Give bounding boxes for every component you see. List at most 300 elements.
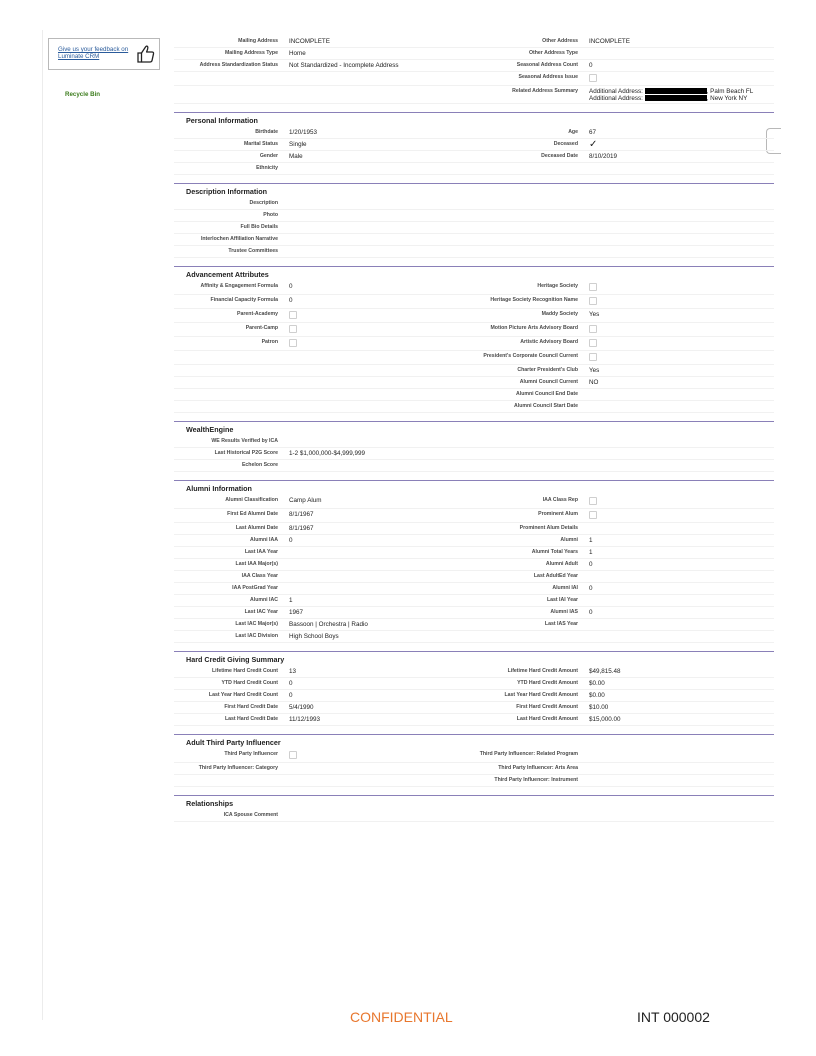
field-row — [174, 666, 774, 678]
field-cell — [174, 72, 474, 85]
feedback-box[interactable] — [48, 38, 160, 70]
field-row — [174, 365, 774, 377]
field-cell — [174, 678, 474, 689]
field-row — [174, 535, 774, 547]
field-value — [578, 619, 774, 622]
field-cell — [174, 559, 474, 570]
field-value — [278, 559, 474, 562]
field-label: Heritage Society Recognition Name — [490, 297, 578, 304]
bates-number: INT 000002 — [637, 1009, 710, 1025]
field-value: Camp Alum — [289, 497, 322, 504]
field-checkbox — [578, 509, 774, 522]
field-cell — [474, 678, 774, 689]
field-label: Last IAA Year — [244, 549, 278, 556]
field-cell — [174, 323, 474, 336]
field-row — [174, 571, 774, 583]
field-label: Address Standardization Status — [199, 62, 278, 69]
field-row — [174, 460, 774, 472]
field-value: 8/10/2019 — [589, 153, 618, 160]
field-label: Alumni Total Years — [531, 549, 578, 556]
field-label: Description — [249, 200, 278, 207]
field-row — [174, 210, 774, 222]
field-row — [174, 749, 774, 763]
checkbox-icon — [289, 325, 297, 333]
field-row — [174, 351, 774, 365]
field-cell — [174, 198, 774, 209]
field-value: 0 — [289, 537, 293, 544]
field-cell — [474, 163, 774, 174]
checkbox-icon — [589, 511, 597, 519]
field-value: 1967 — [289, 609, 304, 616]
field-cell — [174, 595, 474, 606]
field-cell — [174, 151, 474, 162]
field-row — [174, 583, 774, 595]
field-value: 0 — [289, 680, 293, 687]
checkbox-icon — [289, 311, 297, 319]
left-divider — [42, 30, 43, 1020]
field-cell — [474, 619, 774, 630]
field-label: Third Party Influencer — [224, 751, 278, 758]
checkbox-icon — [589, 74, 597, 82]
field-label: Echelon Score — [241, 462, 278, 469]
field-label: Parent-Camp — [245, 325, 278, 332]
field-cell — [174, 163, 474, 174]
field-cell — [174, 309, 474, 322]
field-value: $15,000.00 — [589, 716, 621, 723]
thumbs-up-icon — [136, 44, 156, 64]
field-value — [578, 571, 774, 574]
field-cell — [474, 36, 774, 47]
field-label: First Hard Credit Amount — [516, 704, 578, 711]
field-cell — [174, 495, 474, 508]
field-value: 8/1/1967 — [289, 511, 314, 518]
relationships-section — [174, 795, 774, 822]
field-row — [174, 448, 774, 460]
field-label: Prominent Alum Details — [519, 525, 578, 532]
field-label: Prominent Alum — [538, 511, 578, 518]
field-value: Not Standardized - Incomplete Address — [289, 62, 399, 69]
checkbox-icon — [289, 751, 297, 759]
checkbox-icon — [589, 325, 597, 333]
field-cell — [174, 607, 474, 618]
field-label: Last Alumni Date — [235, 525, 278, 532]
field-row — [174, 401, 774, 413]
field-value: 0 — [289, 692, 293, 699]
field-cell — [174, 351, 474, 364]
field-cell — [474, 535, 774, 546]
field-label: First Ed Alumni Date — [227, 511, 278, 518]
field-row — [174, 389, 774, 401]
field-label: Alumni IAA — [250, 537, 278, 544]
personal-section — [174, 112, 774, 175]
field-cell — [474, 389, 774, 400]
field-value — [278, 210, 774, 213]
field-label: Last Hard Credit Date — [224, 716, 278, 723]
field-label: Alumni Council End Date — [516, 391, 578, 398]
field-value: NO — [589, 379, 599, 386]
field-label: Maddy Society — [541, 311, 578, 318]
field-value: 1 — [589, 537, 593, 544]
field-label: First Hard Credit Date — [224, 704, 278, 711]
field-value: 67 — [589, 129, 597, 136]
field-value: 0 — [289, 297, 293, 304]
field-value — [578, 389, 774, 392]
field-label: Gender — [259, 153, 278, 160]
field-label: Patron — [261, 339, 278, 346]
field-checkbox — [278, 309, 474, 322]
field-cell — [174, 509, 474, 522]
field-checkbox — [578, 323, 774, 336]
field-label: Last IAA Major(s) — [235, 561, 278, 568]
field-row — [174, 619, 774, 631]
recycle-bin-link[interactable]: Recycle Bin — [65, 91, 101, 98]
field-label: Alumni IAC — [250, 597, 278, 604]
field-value — [278, 571, 474, 574]
section-title: WealthEngine — [186, 425, 234, 434]
field-row — [174, 377, 774, 389]
field-checkbox — [578, 495, 774, 508]
field-value — [578, 749, 774, 752]
field-cell — [474, 714, 774, 725]
field-cell — [474, 666, 774, 677]
field-cell — [474, 72, 774, 85]
field-cell — [474, 509, 774, 522]
field-value: 0 — [589, 561, 593, 568]
field-label: Artistic Advisory Board — [520, 339, 578, 346]
field-label: Deceased — [553, 141, 578, 148]
field-value: Yes — [589, 311, 600, 318]
section-title: Relationships — [186, 799, 234, 808]
field-cell — [174, 690, 474, 701]
feedback-link[interactable]: Give us your feedback on Luminate CRM — [58, 46, 129, 60]
field-label: Third Party Influencer: Arts Area — [498, 765, 578, 772]
field-row — [174, 495, 774, 509]
field-cell — [174, 60, 474, 71]
field-value: 1-2 $1,000,000-$4,999,999 — [289, 450, 365, 457]
field-row — [174, 234, 774, 246]
field-cell — [474, 690, 774, 701]
field-label: Seasonal Address Issue — [518, 74, 578, 81]
field-row — [174, 810, 774, 822]
field-cell — [174, 36, 474, 47]
field-cell — [174, 48, 474, 59]
field-cell — [474, 309, 774, 322]
field-row — [174, 678, 774, 690]
field-cell — [474, 401, 774, 412]
field-label: Alumni Council Current — [519, 379, 578, 386]
field-label: Last AdultEd Year — [533, 573, 578, 580]
field-label: Alumni Adult — [545, 561, 578, 568]
field-cell — [474, 295, 774, 308]
field-cell — [174, 246, 774, 257]
field-value — [278, 163, 474, 166]
field-cell — [474, 749, 774, 762]
field-cell — [474, 559, 774, 570]
field-value: Home — [289, 50, 306, 57]
field-cell — [174, 377, 474, 388]
field-cell — [474, 365, 774, 376]
field-cell — [474, 547, 774, 558]
field-row — [174, 281, 774, 295]
field-value: 5/4/1990 — [289, 704, 314, 711]
field-value — [578, 48, 774, 51]
field-cell — [474, 127, 774, 138]
field-value: 8/1/1967 — [289, 525, 314, 532]
field-cell — [174, 210, 774, 221]
field-value — [278, 460, 774, 463]
field-row — [174, 163, 774, 175]
field-row — [174, 309, 774, 323]
field-value: 11/12/1993 — [289, 716, 321, 723]
wealthengine-section — [174, 421, 774, 472]
field-checkbox — [278, 323, 474, 336]
field-value: 0 — [589, 62, 593, 69]
field-cell — [174, 436, 774, 447]
section-title: Advancement Attributes — [186, 270, 269, 279]
field-cell — [174, 448, 774, 459]
field-cell — [474, 523, 774, 534]
field-label: Age — [568, 129, 578, 136]
field-value — [278, 547, 474, 550]
field-value: 0 — [589, 585, 593, 592]
field-row — [174, 714, 774, 726]
field-label: Financial Capacity Formula — [210, 297, 278, 304]
field-label: Heritage Society — [537, 283, 578, 290]
field-label: Alumni IAI — [552, 585, 578, 592]
field-cell — [474, 60, 774, 71]
field-cell — [474, 631, 774, 642]
field-label: Last IAC Year — [244, 609, 278, 616]
field-value: ✓ — [589, 139, 598, 150]
field-label: IAA PostGrad Year — [232, 585, 278, 592]
related-address-row — [174, 86, 774, 104]
field-cell — [474, 607, 774, 618]
field-cell — [174, 234, 774, 245]
influencer-section — [174, 734, 774, 787]
field-label: IAA Class Year — [241, 573, 278, 580]
checkbox-icon — [589, 497, 597, 505]
field-row — [174, 763, 774, 775]
field-cell — [174, 714, 474, 725]
field-value — [278, 246, 774, 249]
redaction-box — [645, 95, 707, 101]
field-value: Yes — [589, 367, 600, 374]
field-row — [174, 775, 774, 787]
field-value — [278, 436, 774, 439]
field-row — [174, 509, 774, 523]
field-value — [578, 523, 774, 526]
field-label: Parent-Academy — [237, 311, 278, 318]
field-label: Ethnicity — [256, 165, 278, 172]
field-cell — [174, 523, 474, 534]
field-row — [174, 337, 774, 351]
field-cell — [474, 377, 774, 388]
field-value: 13 — [289, 668, 297, 675]
field-label: Lifetime Hard Credit Count — [212, 668, 278, 675]
field-value: Bassoon | Orchestra | Radio — [289, 621, 368, 628]
checkbox-icon — [589, 339, 597, 347]
field-label: ICA Spouse Comment — [223, 812, 278, 819]
field-checkbox — [278, 749, 474, 762]
section-title: Hard Credit Giving Summary — [186, 655, 285, 664]
field-label: Last IAS Year — [544, 621, 578, 628]
field-label: Deceased Date — [541, 153, 578, 160]
field-value: $49,815.48 — [589, 668, 621, 675]
field-cell — [174, 763, 474, 774]
field-value: $0.00 — [589, 680, 605, 687]
field-cell — [174, 337, 474, 350]
address-section — [174, 36, 774, 104]
field-cell — [174, 775, 474, 786]
field-label: YTD Hard Credit Amount — [517, 680, 578, 687]
field-label: Alumni — [560, 537, 578, 544]
field-row — [174, 436, 774, 448]
field-label: Alumni Classification — [225, 497, 278, 504]
field-label: YTD Hard Credit Count — [221, 680, 278, 687]
field-row — [174, 48, 774, 60]
field-value — [578, 775, 774, 778]
field-value — [278, 810, 774, 813]
field-value — [278, 763, 474, 766]
field-label: Photo — [263, 212, 278, 219]
related-address-summary: Additional Address: , Palm Beach FL Additional Address: , New York NY — [589, 88, 754, 102]
checkbox-icon — [589, 297, 597, 305]
section-title: Alumni Information — [186, 484, 252, 493]
field-label: Mailing Address Type — [224, 50, 278, 57]
field-label: Third Party Influencer: Category — [198, 765, 278, 772]
field-checkbox — [578, 351, 774, 364]
field-label: Mailing Address — [238, 38, 278, 45]
field-cell — [174, 631, 474, 642]
section-title: Adult Third Party Influencer — [186, 738, 281, 747]
field-value: 1/20/1953 — [289, 129, 318, 136]
field-value — [578, 595, 774, 598]
field-value — [578, 763, 774, 766]
field-cell — [174, 547, 474, 558]
field-label: Other Address Type — [528, 50, 578, 57]
confidential-label: CONFIDENTIAL — [350, 1009, 453, 1025]
field-label: IAA Class Rep — [542, 497, 578, 504]
field-row — [174, 595, 774, 607]
field-row — [174, 60, 774, 72]
advancement-section — [174, 266, 774, 413]
field-label: Last Historical P2G Score — [214, 450, 278, 457]
giving-section — [174, 651, 774, 726]
field-row — [174, 523, 774, 535]
field-cell — [474, 495, 774, 508]
field-row — [174, 295, 774, 309]
field-label: Birthdate — [255, 129, 278, 136]
field-label: Lifetime Hard Credit Amount — [507, 668, 578, 675]
field-cell — [174, 583, 474, 594]
field-label: Last IAC Major(s) — [235, 621, 278, 628]
field-value: High School Boys — [289, 633, 339, 640]
field-value: 1 — [289, 597, 293, 604]
field-row — [174, 151, 774, 163]
field-row — [174, 139, 774, 151]
field-label: Third Party Influencer: Related Program — [479, 751, 578, 758]
field-cell — [174, 365, 474, 376]
field-row — [174, 547, 774, 559]
field-label: Marital Status — [243, 141, 278, 148]
field-value: INCOMPLETE — [289, 38, 330, 45]
field-label: Motion Picture Arts Advisory Board — [490, 325, 578, 332]
field-label: Last Hard Credit Amount — [516, 716, 578, 723]
field-cell — [474, 763, 774, 774]
field-label: WE Results Verified by ICA — [211, 438, 278, 445]
field-checkbox — [578, 337, 774, 350]
field-label: Related Address Summary — [512, 88, 578, 95]
field-checkbox — [578, 295, 774, 308]
field-label: Third Party Influencer: Instrument — [494, 777, 578, 784]
redaction-box — [645, 88, 707, 94]
field-row — [174, 702, 774, 714]
field-cell — [174, 295, 474, 308]
field-cell — [474, 583, 774, 594]
record-detail — [174, 36, 774, 822]
field-label: Last Year Hard Credit Amount — [504, 692, 578, 699]
field-row — [174, 36, 774, 48]
field-label: Affinity & Engagement Formula — [200, 283, 278, 290]
field-cell — [174, 666, 474, 677]
field-value — [578, 401, 774, 404]
field-cell — [174, 810, 774, 821]
field-row — [174, 127, 774, 139]
field-row — [174, 690, 774, 702]
field-cell — [474, 571, 774, 582]
field-cell — [174, 535, 474, 546]
field-cell — [174, 460, 774, 471]
field-label: President's Corporate Council Current — [483, 353, 578, 360]
field-cell — [474, 775, 774, 786]
field-checkbox — [278, 337, 474, 350]
field-cell — [474, 48, 774, 59]
field-value — [278, 198, 774, 201]
field-row — [174, 198, 774, 210]
field-label: Full Bio Details — [240, 224, 278, 231]
field-cell — [474, 139, 774, 150]
field-cell — [474, 702, 774, 713]
field-row — [174, 631, 774, 643]
field-cell — [474, 323, 774, 336]
field-value: Single — [289, 141, 307, 148]
field-value — [278, 234, 774, 237]
field-cell — [174, 127, 474, 138]
field-cell — [474, 337, 774, 350]
field-value: Male — [289, 153, 303, 160]
field-cell — [174, 619, 474, 630]
field-cell — [174, 389, 474, 400]
field-row — [174, 607, 774, 619]
field-row — [174, 559, 774, 571]
field-value: $10.00 — [589, 704, 609, 711]
field-checkbox — [578, 72, 774, 85]
field-label: Charter President's Club — [517, 367, 578, 374]
field-row — [174, 72, 774, 86]
field-cell — [174, 571, 474, 582]
field-label: Interlochen Affiliation Narrative — [200, 236, 278, 243]
field-value: 0 — [289, 283, 293, 290]
section-title: Personal Information — [186, 116, 258, 125]
field-label: Other Address — [542, 38, 578, 45]
field-row — [174, 323, 774, 337]
field-checkbox — [578, 281, 774, 294]
field-cell — [174, 222, 774, 233]
field-value: INCOMPLETE — [589, 38, 630, 45]
checkbox-icon — [589, 283, 597, 291]
field-cell — [474, 595, 774, 606]
field-label: Last Year Hard Credit Count — [208, 692, 278, 699]
